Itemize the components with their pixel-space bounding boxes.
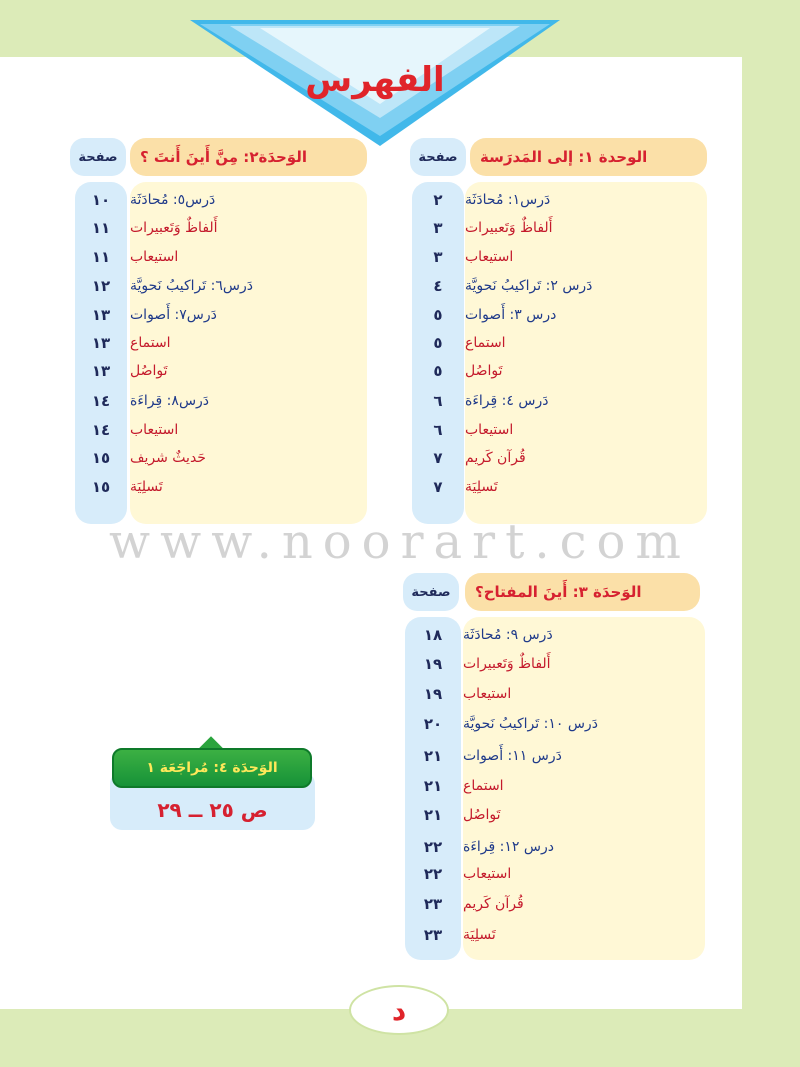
toc-entry-page: ١٤ [91, 421, 111, 439]
unit-4-review [110, 744, 315, 832]
toc-entry-label: تَواصُل [463, 807, 501, 823]
unit-2-lessons [130, 182, 367, 524]
unit-3-pages [405, 617, 461, 960]
toc-entry-page: ٢١ [423, 806, 443, 824]
unit-1-page-label: صفحة [410, 138, 466, 176]
toc-entry-page: ٧ [433, 478, 443, 496]
toc-entry-label: دَرس ٢: تَراكيبُ نَحويَّة [465, 278, 593, 294]
toc-entry-page: ١٣ [91, 306, 111, 324]
toc-entry-page: ٢ [433, 191, 443, 209]
toc-entry-label: دَرس٦: تَراكيبُ نَحويَّة [130, 278, 253, 294]
toc-entry-label: تَسلِيَة [130, 479, 163, 495]
toc-entry-page: ١٩ [423, 685, 443, 703]
toc-entry-label: دَرس ٤: قِراءَة [465, 393, 549, 409]
toc-entry-label: تَسلِيَة [465, 479, 498, 495]
toc-entry-label: دَرس ١٠: تَراكيبُ نَحويَّة [463, 716, 598, 732]
toc-entry-page: ١٩ [423, 655, 443, 673]
toc-entry-page: ٢٠ [423, 715, 443, 733]
toc-entry-page: ٢٢ [423, 865, 443, 883]
unit-2-pages [75, 182, 127, 524]
unit-1-heading: الوحدة ١: إلى المَدرَسة [470, 138, 707, 176]
toc-entry-page: ١١ [91, 248, 111, 266]
unit-3-page-label: صفحة [403, 573, 459, 611]
toc-entry-label: استماع [130, 335, 171, 351]
toc-entry-label: دَرس٧: أَصوات [130, 307, 217, 323]
toc-entry-page: ٢١ [423, 747, 443, 765]
toc-entry-page: ٢٣ [423, 895, 443, 913]
toc-entry-label: تَواصُل [465, 363, 503, 379]
unit-1-pages [412, 182, 464, 524]
toc-entry-page: ٧ [433, 449, 443, 467]
toc-entry-label: حَديثٌ شريف [130, 450, 206, 466]
toc-entry-label: درس ١٢: قِراءَة [463, 839, 554, 855]
unit-4-pages: ص ٢٥ ــ ٢٩ [157, 798, 268, 822]
toc-entry-page: ١٠ [91, 191, 111, 209]
toc-entry-page: ١٣ [91, 362, 111, 380]
toc-entry-page: ٤ [433, 277, 443, 295]
toc-entry-label: أَلفاظٌ وَتَعبيرات [463, 656, 551, 672]
toc-entry-label: استماع [465, 335, 506, 351]
toc-entry-page: ١٥ [91, 478, 111, 496]
toc-entry-label: دَرس ١١: أَصوات [463, 748, 562, 764]
toc-entry-label: تَسلِيَة [463, 927, 496, 943]
toc-entry-page: ٥ [433, 306, 443, 324]
page-number: د [349, 985, 449, 1035]
toc-entry-label: قُرآن كَريم [465, 450, 526, 466]
watermark: www.noorart.com [109, 514, 691, 570]
toc-entry-page: ٦ [433, 421, 443, 439]
toc-entry-label: أَلفاظٌ وَتَعبيرات [130, 220, 218, 236]
toc-entry-page: ٢٣ [423, 926, 443, 944]
toc-entry-page: ٢١ [423, 777, 443, 795]
toc-entry-label: استيعاب [465, 249, 514, 265]
toc-entry-label: دَرس١: مُحادَثَة [465, 192, 551, 208]
toc-entry-page: ١٨ [423, 626, 443, 644]
toc-entry-label: استيعاب [463, 866, 512, 882]
toc-entry-label: استيعاب [130, 249, 179, 265]
page-title: الفهرس [305, 60, 445, 100]
unit-2-heading: الوَحدَة٢: مِنَّ أَينَ أَنتَ ؟ [130, 138, 367, 176]
toc-entry-label: دَرس٨: قِراءَة [130, 393, 210, 409]
unit-3-lessons [463, 617, 705, 960]
toc-entry-label: درس ٣: أَصوات [465, 307, 557, 323]
toc-entry-page: ١١ [91, 219, 111, 237]
toc-entry-page: ٢٢ [423, 838, 443, 856]
unit-2-page-label: صفحة [70, 138, 126, 176]
toc-entry-page: ١٥ [91, 449, 111, 467]
toc-entry-label: قُرآن كَريم [463, 896, 524, 912]
toc-entry-label: استيعاب [465, 422, 514, 438]
toc-entry-label: تَواصُل [130, 363, 168, 379]
toc-entry-label: استيعاب [463, 686, 512, 702]
toc-entry-page: ٦ [433, 392, 443, 410]
toc-entry-label: دَرس ٩: مُحادَثَة [463, 627, 553, 643]
toc-entry-page: ١٤ [91, 392, 111, 410]
unit-4-heading: الوَحدَة ٤: مُراجَعَة ١ [112, 748, 312, 788]
toc-entry-label: أَلفاظٌ وَتَعبيرات [465, 220, 553, 236]
toc-entry-page: ١٢ [91, 277, 111, 295]
toc-entry-label: استيعاب [130, 422, 179, 438]
toc-entry-label: دَرس٥: مُحادَثَة [130, 192, 216, 208]
toc-entry-page: ٣ [433, 219, 443, 237]
toc-entry-page: ١٣ [91, 334, 111, 352]
toc-entry-page: ٥ [433, 362, 443, 380]
toc-entry-page: ٥ [433, 334, 443, 352]
toc-entry-label: استماع [463, 778, 504, 794]
unit-3-heading: الوَحدَة ٣: أَينَ المفتاح؟ [465, 573, 700, 611]
unit-1-lessons [465, 182, 707, 524]
toc-entry-page: ٣ [433, 248, 443, 266]
